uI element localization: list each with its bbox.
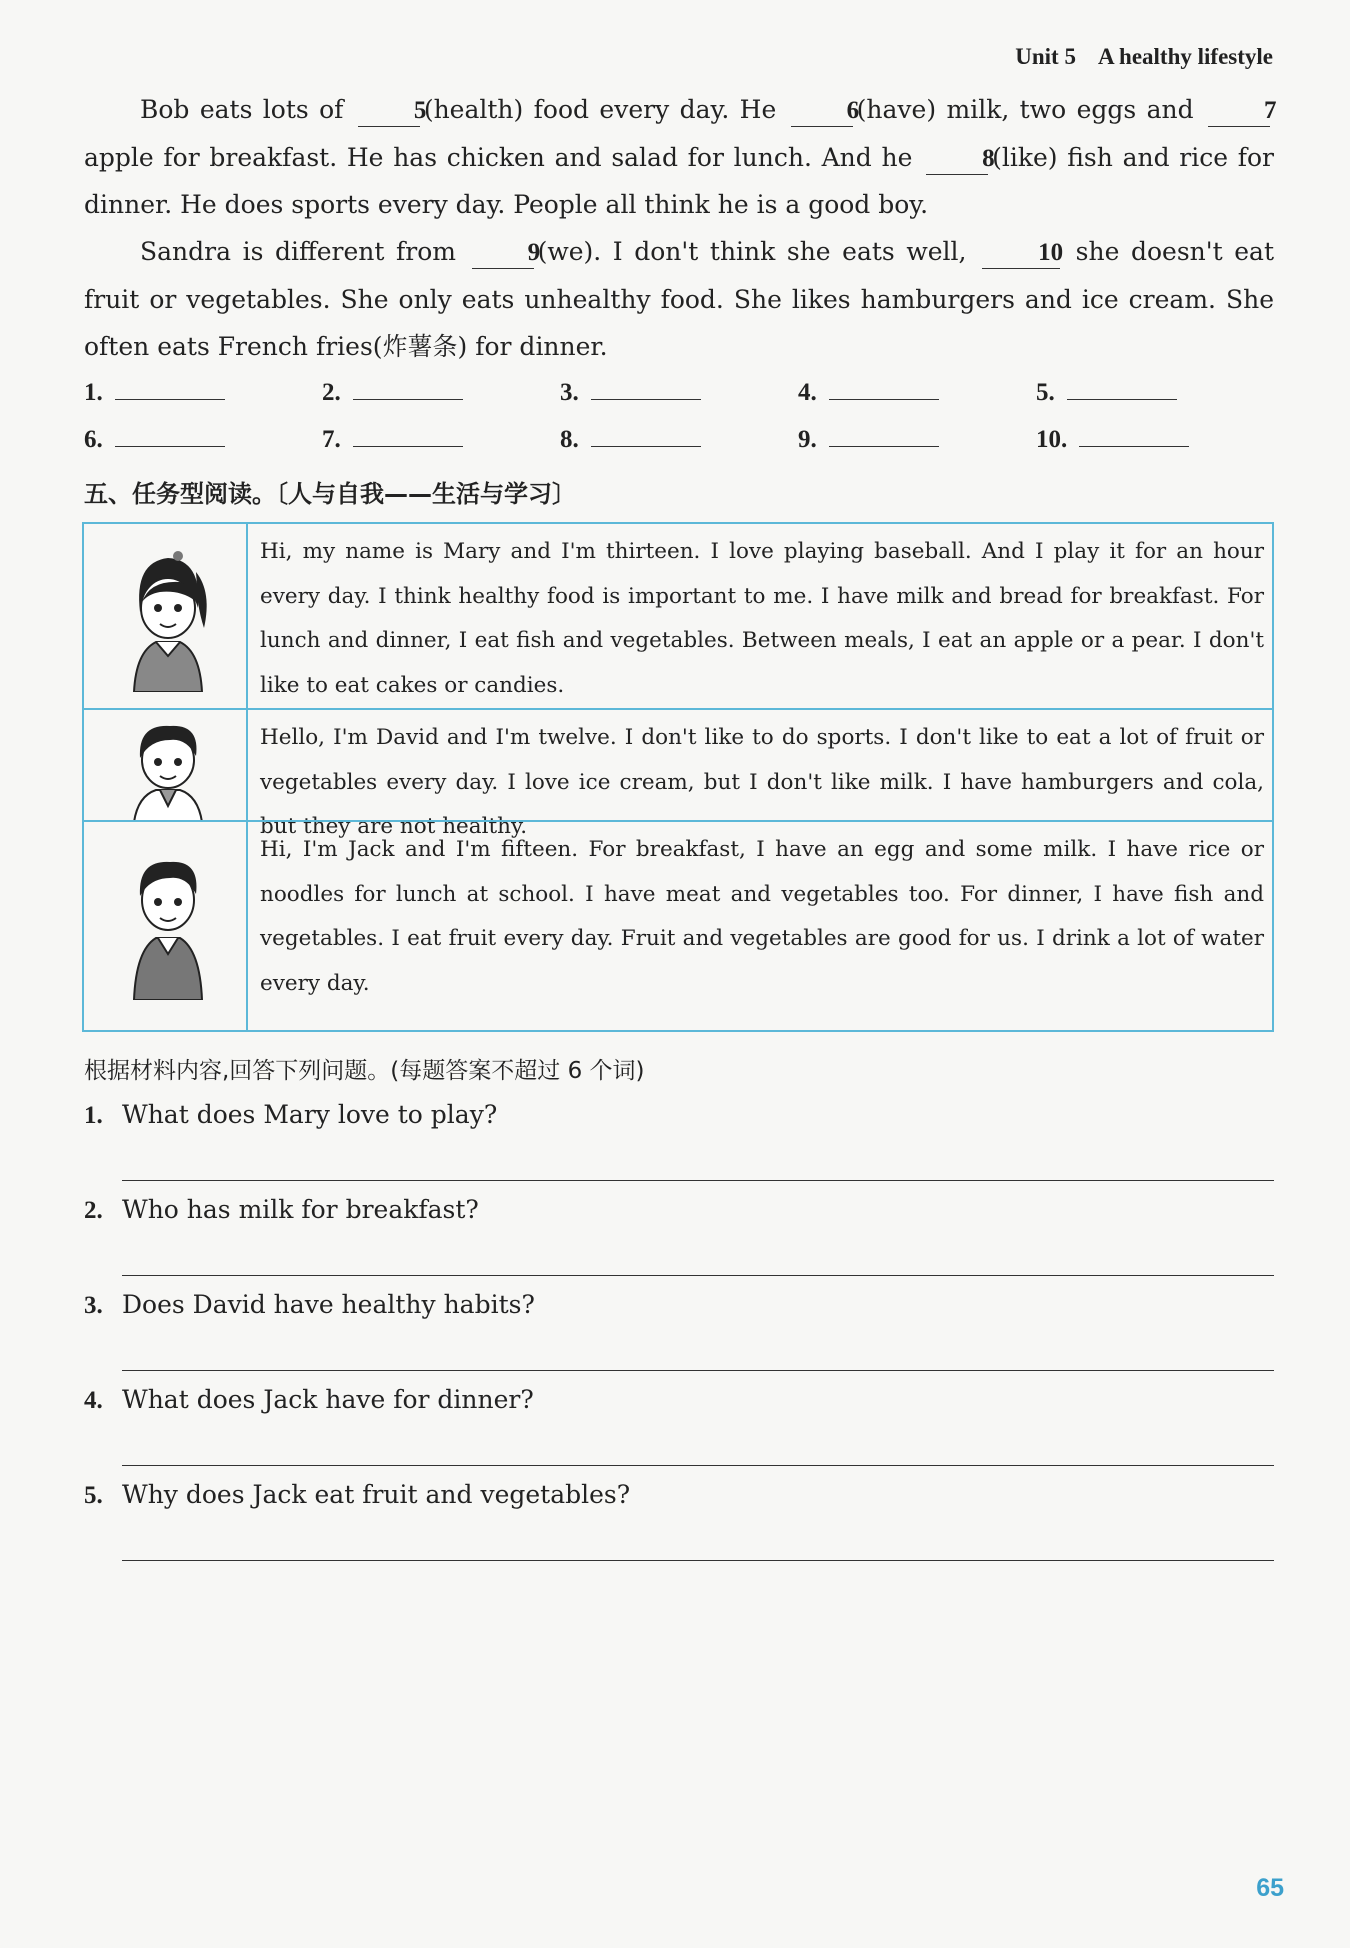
blank-8[interactable]: 8 <box>926 144 988 175</box>
reading-row-jack <box>84 820 1272 1030</box>
reading-text: Hi, I'm Jack and I'm fifteen. For breakfast, I have an egg and some milk. I have rice or noodles for lunch at school. I have meat and vegetables too. For dinner, I have fish and vegetables. I eat fruit every day. Fruit and vegetables are good for us. I drink a lot of water every day. <box>260 837 1264 996</box>
question-4: 4. What does Jack have for dinner? <box>84 1385 1274 1415</box>
section-title: 五、任务型阅读。〔人与自我——生活与学习〕 <box>84 480 576 508</box>
question-text: What does Mary love to play? <box>122 1100 498 1129</box>
cloze-paragraph-1 <box>84 86 1277 229</box>
question-text: Why does Jack eat fruit and vegetables? <box>122 1480 631 1509</box>
answer-slot[interactable]: 2. <box>322 375 463 407</box>
reading-text: Hi, my name is Mary and I'm thirteen. I love playing baseball. And I play it for an hour every day. I think healthy food is important to me. I have milk and bread for breakfast. For lunch and dinner, I eat fish and vegetables. Between meals, I eat an apple or a pear. I don't like to eat cakes or candies. <box>260 539 1264 698</box>
blank-6[interactable]: 6 <box>791 96 853 127</box>
reading-row-david <box>84 708 1272 839</box>
answer-slot[interactable]: 7. <box>322 422 463 454</box>
answer-row <box>84 422 1284 469</box>
reading-row-mary <box>84 524 1272 708</box>
answer-slot[interactable]: 6. <box>84 422 225 454</box>
answer-slot[interactable]: 1. <box>84 375 225 407</box>
answer-line[interactable] <box>122 1465 1274 1466</box>
answer-slot[interactable]: 8. <box>560 422 701 454</box>
question-text: Does David have healthy habits? <box>122 1290 535 1319</box>
answer-line[interactable] <box>122 1275 1274 1276</box>
blank-5[interactable]: 5 <box>358 96 420 127</box>
answer-slot[interactable]: 3. <box>560 375 701 407</box>
passage-text: (have) milk, two eggs and <box>856 95 1194 124</box>
question-1: 1. What does Mary love to play? <box>84 1100 1274 1130</box>
blank-9[interactable]: 9 <box>472 238 534 269</box>
answer-slot[interactable]: 9. <box>798 422 939 454</box>
blank-10[interactable]: 10 <box>982 238 1060 269</box>
answer-slot[interactable]: 5. <box>1036 375 1177 407</box>
blank-7[interactable]: 7 <box>1208 96 1270 127</box>
unit-title: A healthy lifestyle <box>1097 44 1273 69</box>
question-text: Who has milk for breakfast? <box>122 1195 479 1224</box>
answer-grid <box>84 375 1284 469</box>
boy-portrait-icon <box>84 822 248 1030</box>
answer-slot[interactable]: 4. <box>798 375 939 407</box>
answer-line[interactable] <box>122 1180 1274 1181</box>
reading-table <box>82 522 1274 1032</box>
unit-label: Unit 5 <box>1015 44 1076 69</box>
answer-line[interactable] <box>122 1560 1274 1561</box>
cloze-paragraph-2 <box>84 228 1274 371</box>
passage-text: (like) fish and rice for dinner. He does sports every day. People all think he is a good boy. <box>84 142 1275 219</box>
passage-text: Bob eats lots of <box>140 95 344 124</box>
question-2: 2. Who has milk for breakfast? <box>84 1195 1274 1225</box>
question-3: 3. Does David have healthy habits? <box>84 1290 1274 1320</box>
boy-portrait-icon <box>84 710 248 820</box>
passage-text: apple for breakfast. He has chicken and salad for lunch. And he <box>84 142 913 172</box>
page-number: 65 <box>1256 1874 1284 1902</box>
passage-text: Sandra is different from <box>140 237 456 266</box>
passage-text: (health) food every day. He <box>423 95 777 124</box>
question-5: 5. Why does Jack eat fruit and vegetables? <box>84 1480 1274 1510</box>
answer-row <box>84 375 1284 422</box>
reading-text: Hello, I'm David and I'm twelve. I don't like to do sports. I don't like to eat a lot of fruit or vegetables every day. I love ice cream, but I don't like milk. I have hamburgers and cola, but they are not healthy. <box>260 725 1264 839</box>
page-header <box>1015 44 1273 70</box>
passage-text: she doesn't eat fruit or vegetables. She only eats unhealthy food. She likes hamburgers and ice cream. She often eats French fries(炸薯条) for dinner. <box>84 237 1275 361</box>
answer-slot[interactable]: 10. <box>1036 422 1189 454</box>
answer-line[interactable] <box>122 1370 1274 1371</box>
girl-portrait-icon <box>84 524 248 708</box>
instructions: 根据材料内容,回答下列问题。(每题答案不超过 6 个词) <box>84 1058 645 1084</box>
passage-text: (we). I don't think she eats well, <box>537 237 967 266</box>
question-text: What does Jack have for dinner? <box>122 1385 534 1414</box>
